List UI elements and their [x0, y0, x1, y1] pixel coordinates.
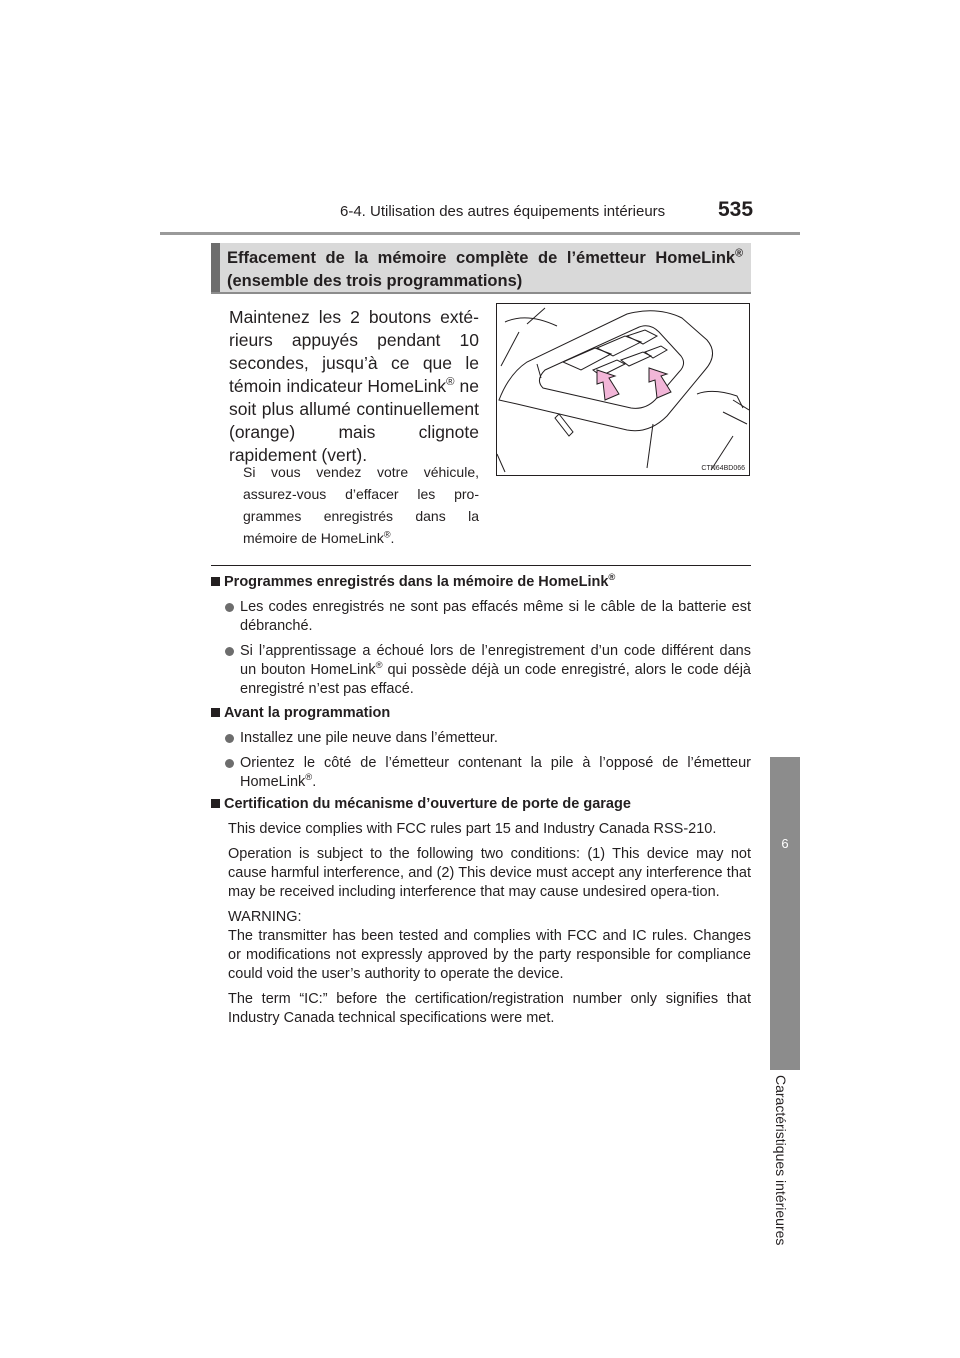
programmes-section: [211, 573, 751, 699]
overhead-console-illustration: [496, 303, 750, 476]
bullet-text-b: qui possède déjà un code enregistré, alors le code déjà enregistré n’est pas effacé.: [240, 662, 751, 697]
instruction-text: [229, 306, 479, 467]
chapter-tab: [770, 757, 800, 1070]
chapter-label: Caractéristiques intérieures: [773, 1075, 789, 1246]
page-number: 535: [718, 198, 754, 221]
console-drawing: [497, 304, 749, 475]
section-title: [227, 247, 743, 293]
bullet-text-a: Si l’apprentissage a échoué lors de l’enregistrement d’un code différent dans un bouton HomeLink: [240, 643, 751, 678]
avant-heading-text: Avant la programmation: [224, 705, 391, 721]
instruction-part2: ne soit plus allumé continuellement (orange) mais clignote rapidement (vert).: [229, 376, 479, 465]
circle-bullet-icon: [225, 759, 234, 768]
registered-mark: ®: [608, 571, 616, 583]
avant-bullet-2: [211, 754, 751, 792]
running-header: 6-4. Utilisation des autres équipements intérieurs: [340, 203, 666, 220]
programmes-bullet-2: [211, 642, 751, 699]
bullet-text: Installez une pile neuve dans l’émetteur.: [240, 730, 498, 746]
section-title-box: [211, 243, 751, 294]
registered-mark: ®: [375, 659, 383, 671]
bullet-end: .: [312, 774, 317, 790]
circle-bullet-icon: [225, 734, 234, 743]
certification-section: [211, 795, 751, 1028]
certification-heading: [211, 795, 751, 814]
header-rule: [160, 232, 800, 235]
section-title-line1: Effacement de la mémoire complète de l’émetteur HomeLink: [227, 249, 736, 267]
section-title-bar: [211, 243, 220, 292]
registered-mark: ®: [305, 771, 313, 783]
square-bullet-icon: [211, 577, 220, 586]
section-divider: [211, 565, 751, 566]
registered-mark: ®: [446, 376, 455, 389]
section-title-line2: (ensemble des trois programmations): [227, 272, 523, 290]
bullet-text: Orientez le côté de l’émetteur contenant la pile à l’opposé de l’émetteur HomeLink: [240, 755, 751, 790]
warning-text: The transmitter has been tested and complies with FCC and IC rules. Changes or modifications not expressly approved by the party responsible for compliance could void the user’s authority to operate the device.: [228, 928, 751, 982]
certification-p1: This device complies with FCC rules part 15 and Industry Canada RSS-210.: [228, 821, 717, 837]
certification-p3: [211, 908, 751, 984]
note-body: Si vous vendez votre véhicule, assurez-vous d’effacer les pro-grammes enregistrés dans la mémoire de HomeLink: [243, 464, 479, 546]
illustration-code: CTN64BD066: [701, 465, 745, 472]
registered-mark: ®: [383, 529, 391, 540]
warning-label: WARNING:: [228, 909, 302, 925]
certification-p2: Operation is subject to the following two conditions: (1) This device may not cause harmful interference, and (2) This device must accept any interference that may be received including interference that may cause undesired opera-tion.: [228, 846, 751, 900]
programmes-heading-text: Programmes enregistrés dans la mémoire de HomeLink: [224, 574, 609, 590]
note-text: [243, 461, 479, 549]
bullet-text: Les codes enregistrés ne sont pas effacés même si le câble de la batterie est débranché.: [240, 599, 751, 634]
square-bullet-icon: [211, 799, 220, 808]
programmes-bullet-1: [211, 598, 751, 636]
note-end: .: [390, 530, 395, 546]
programmes-heading: [211, 573, 751, 592]
certification-heading-text: Certification du mécanisme d’ouverture de porte de garage: [224, 796, 631, 812]
square-bullet-icon: [211, 708, 220, 717]
avant-section: [211, 704, 751, 792]
avant-heading: [211, 704, 751, 723]
circle-bullet-icon: [225, 647, 234, 656]
instruction-part1: Maintenez les 2 boutons exté-rieurs appuyés pendant 10 secondes, jusqu’à ce que le témoin indicateur HomeLink: [229, 307, 479, 396]
certification-p4: The term “IC:” before the certification/registration number only signifies that Industry Canada technical specifications were met.: [228, 991, 751, 1026]
chapter-number: 6: [781, 836, 789, 851]
avant-bullet-1: [211, 729, 751, 748]
circle-bullet-icon: [225, 603, 234, 612]
registered-mark: ®: [735, 247, 743, 260]
